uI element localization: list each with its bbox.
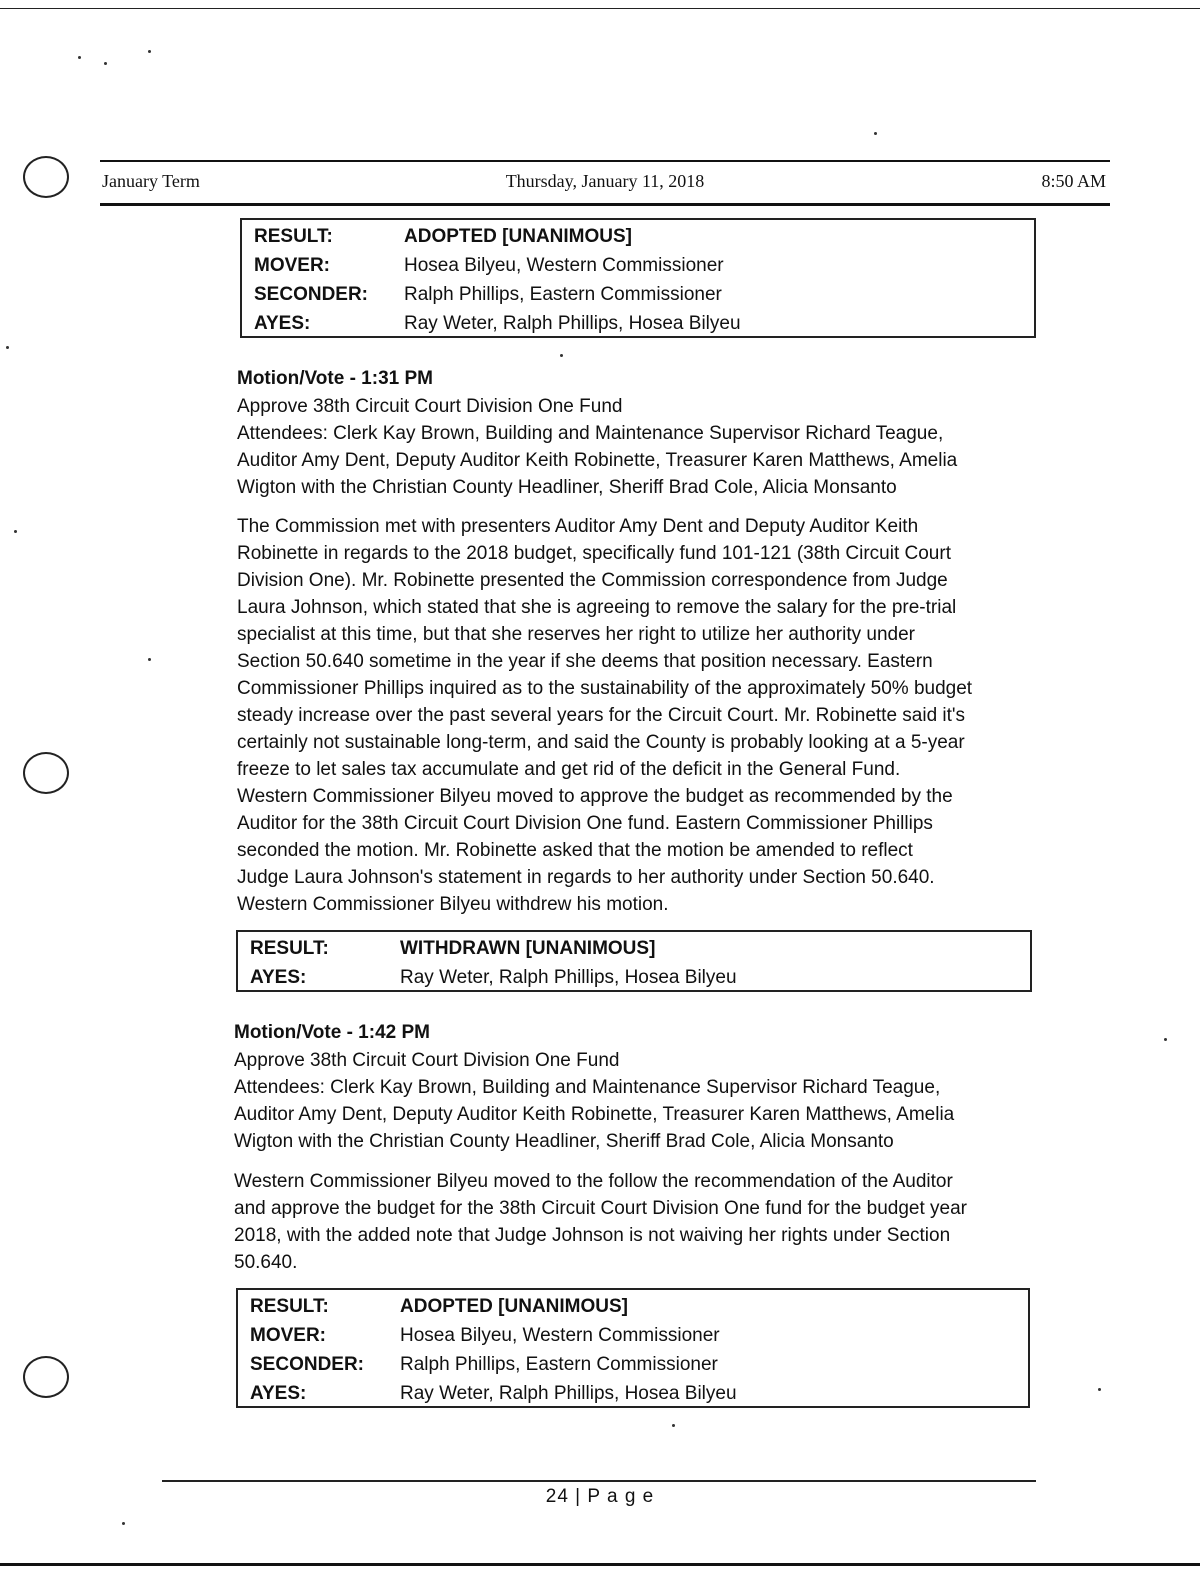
footer-rule bbox=[162, 1480, 1036, 1482]
result-value: ADOPTED [UNANIMOUS] bbox=[404, 226, 632, 247]
paragraph-line: seconded the motion. Mr. Robinette asked that the motion be amended to reflect bbox=[237, 840, 913, 861]
motion-title: Motion/Vote - 1:31 PM bbox=[237, 368, 433, 389]
attendees-line: Wigton with the Christian County Headliner, Sheriff Brad Cole, Alicia Monsanto bbox=[234, 1131, 894, 1152]
header-date: Thursday, January 11, 2018 bbox=[505, 171, 705, 191]
scan-speck bbox=[14, 530, 17, 533]
attendees-line: Wigton with the Christian County Headliner, Sheriff Brad Cole, Alicia Monsanto bbox=[237, 477, 897, 498]
mover-label: MOVER: bbox=[254, 255, 330, 276]
header-term: January Term bbox=[102, 171, 200, 191]
scan-speck bbox=[1098, 1388, 1101, 1391]
header-time: 8:50 AM bbox=[1041, 171, 1106, 191]
paragraph-line: Western Commissioner Bilyeu withdrew his motion. bbox=[237, 894, 669, 915]
paragraph-line: Section 50.640 sometime in the year if she deems that position necessary. Eastern bbox=[237, 651, 933, 672]
vote-result-box bbox=[236, 930, 1032, 992]
result-label: RESULT: bbox=[254, 226, 333, 247]
scan-speck bbox=[122, 1522, 125, 1525]
scan-speck bbox=[148, 658, 151, 661]
vote-row-ayes bbox=[250, 963, 1018, 992]
attendees-line: Auditor Amy Dent, Deputy Auditor Keith Robinette, Treasurer Karen Matthews, Amelia bbox=[234, 1104, 955, 1125]
motion-details bbox=[237, 393, 957, 501]
ayes-label: AYES: bbox=[254, 313, 311, 334]
seconder-label: SECONDER: bbox=[250, 1354, 365, 1375]
vote-row-ayes bbox=[250, 1379, 1016, 1408]
paragraph-line: and approve the budget for the 38th Circuit Court Division One fund for the budget year bbox=[234, 1198, 968, 1219]
page-number: 24 | P a g e bbox=[545, 1486, 655, 1507]
paragraph-line: freeze to let sales tax accumulate and get rid of the deficit in the General Fund. bbox=[237, 759, 901, 780]
motion-title: Motion/Vote - 1:42 PM bbox=[234, 1022, 430, 1043]
scan-speck bbox=[874, 132, 877, 135]
scan-speck bbox=[672, 1424, 675, 1427]
seconder-value: Ralph Phillips, Eastern Commissioner bbox=[400, 1354, 718, 1375]
ayes-label: AYES: bbox=[250, 1383, 307, 1404]
result-label: RESULT: bbox=[250, 1296, 329, 1317]
paragraph-line: specialist at this time, but that she reserves her right to utilize her authority under bbox=[237, 624, 915, 645]
vote-row-seconder bbox=[250, 1350, 1016, 1379]
scan-speck bbox=[6, 346, 9, 349]
paragraph-line: 2018, with the added note that Judge Johnson is not waiving her rights under Section bbox=[234, 1225, 951, 1246]
mover-label: MOVER: bbox=[250, 1325, 326, 1346]
punch-hole-bottom bbox=[23, 1356, 69, 1398]
paragraph-line: Division One). Mr. Robinette presented the Commission correspondence from Judge bbox=[237, 570, 948, 591]
vote-row-mover bbox=[250, 1321, 1016, 1350]
motion-details bbox=[234, 1047, 954, 1155]
result-value: ADOPTED [UNANIMOUS] bbox=[400, 1296, 628, 1317]
ayes-label: AYES: bbox=[250, 967, 307, 988]
mover-value: Hosea Bilyeu, Western Commissioner bbox=[400, 1325, 720, 1346]
attendees-line: Attendees: Clerk Kay Brown, Building and Maintenance Supervisor Richard Teague, bbox=[234, 1077, 941, 1098]
motion-subject: Approve 38th Circuit Court Division One Fund bbox=[234, 1050, 620, 1071]
vote-row-seconder bbox=[254, 280, 1022, 309]
scan-speck bbox=[148, 50, 151, 53]
paragraph-line: Judge Laura Johnson's statement in regards to her authority under Section 50.640. bbox=[237, 867, 935, 888]
paragraph-line: Commissioner Phillips inquired as to the sustainability of the approximately 50% budget bbox=[237, 678, 973, 699]
attendees-line: Auditor Amy Dent, Deputy Auditor Keith Robinette, Treasurer Karen Matthews, Amelia bbox=[237, 450, 958, 471]
mover-value: Hosea Bilyeu, Western Commissioner bbox=[404, 255, 724, 276]
paragraph-line: Western Commissioner Bilyeu moved to the follow the recommendation of the Auditor bbox=[234, 1171, 953, 1192]
punch-hole-top bbox=[23, 156, 69, 198]
header-rule-top bbox=[100, 160, 1110, 162]
paragraph-line: Robinette in regards to the 2018 budget, specifically fund 101-121 (38th Circuit Court bbox=[237, 543, 951, 564]
paragraph-line: steady increase over the past several years for the Circuit Court. Mr. Robinette said it's bbox=[237, 705, 966, 726]
result-value: WITHDRAWN [UNANIMOUS] bbox=[400, 938, 656, 959]
paragraph-line: Laura Johnson, which stated that she is agreeing to remove the salary for the pre-trial bbox=[237, 597, 957, 618]
scan-speck bbox=[104, 62, 107, 65]
seconder-label: SECONDER: bbox=[254, 284, 369, 305]
paragraph-line: Western Commissioner Bilyeu moved to approve the budget as recommended by the bbox=[237, 786, 953, 807]
attendees-line: Attendees: Clerk Kay Brown, Building and Maintenance Supervisor Richard Teague, bbox=[237, 423, 944, 444]
scan-speck bbox=[1164, 1038, 1167, 1041]
vote-row-ayes bbox=[254, 309, 1022, 338]
scan-speck bbox=[560, 354, 563, 357]
paragraph-line: certainly not sustainable long-term, and said the County is probably looking at a 5-year bbox=[237, 732, 965, 753]
paragraph-line: Auditor for the 38th Circuit Court Division One fund. Eastern Commissioner Phillips bbox=[237, 813, 933, 834]
vote-row-result bbox=[250, 934, 1018, 963]
ayes-value: Ray Weter, Ralph Phillips, Hosea Bilyeu bbox=[400, 1383, 737, 1404]
ayes-value: Ray Weter, Ralph Phillips, Hosea Bilyeu bbox=[400, 967, 737, 988]
motion-paragraph bbox=[237, 513, 1037, 918]
vote-row-mover bbox=[254, 251, 1022, 280]
vote-result-box bbox=[240, 218, 1036, 338]
vote-result-box bbox=[236, 1288, 1030, 1408]
ayes-value: Ray Weter, Ralph Phillips, Hosea Bilyeu bbox=[404, 313, 741, 334]
top-scan-rule bbox=[0, 8, 1200, 9]
scan-speck bbox=[78, 56, 81, 59]
vote-row-result bbox=[254, 222, 1022, 251]
motion-subject: Approve 38th Circuit Court Division One Fund bbox=[237, 396, 623, 417]
seconder-value: Ralph Phillips, Eastern Commissioner bbox=[404, 284, 722, 305]
vote-row-result bbox=[250, 1292, 1016, 1321]
paragraph-line: The Commission met with presenters Auditor Amy Dent and Deputy Auditor Keith bbox=[237, 516, 919, 537]
paragraph-line: 50.640. bbox=[234, 1252, 298, 1273]
header-rule-bottom bbox=[100, 203, 1110, 206]
bottom-scan-rule bbox=[0, 1563, 1200, 1566]
motion-paragraph bbox=[234, 1168, 1034, 1276]
result-label: RESULT: bbox=[250, 938, 329, 959]
punch-hole-middle bbox=[23, 752, 69, 794]
